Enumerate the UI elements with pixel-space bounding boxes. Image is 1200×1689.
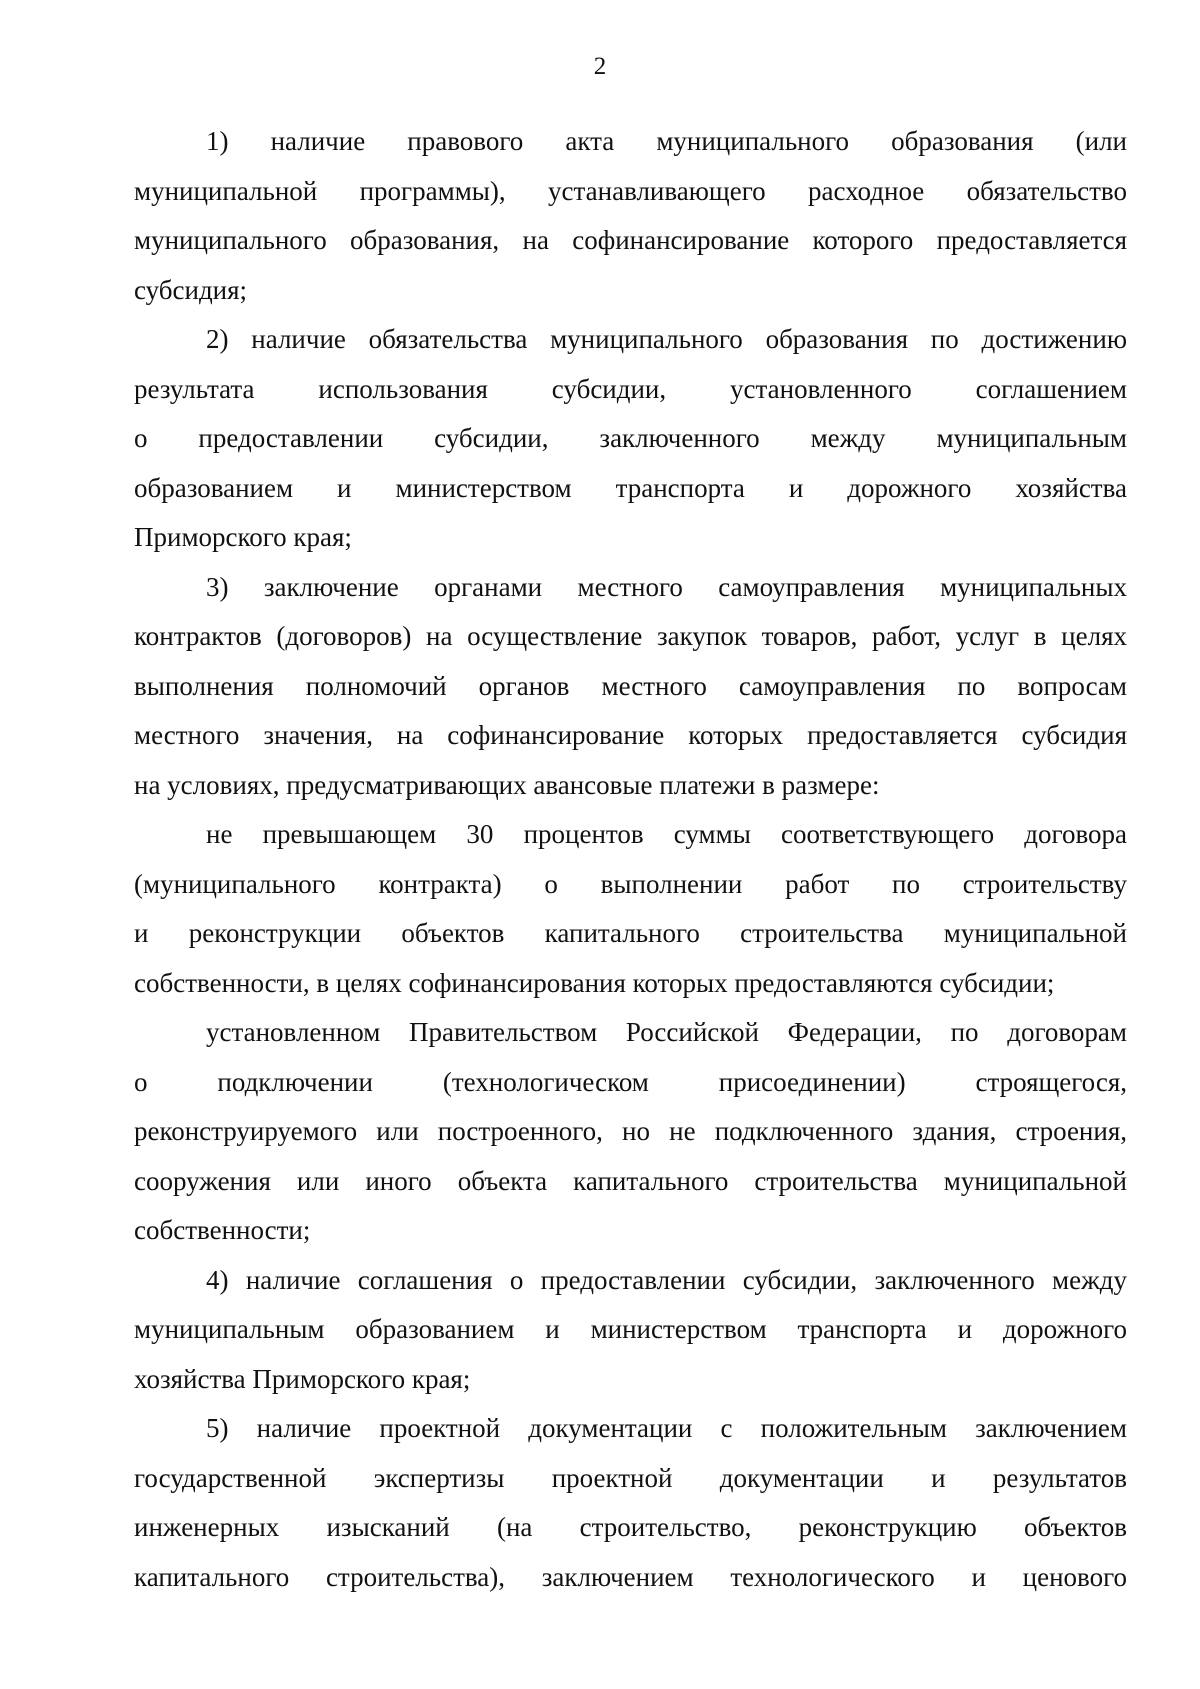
paragraph	[134, 1008, 1127, 1256]
text-line: муниципальным образованием и министерством транспорта и дорожного	[134, 1314, 1127, 1344]
text-line: о подключении (технологическом присоединении) строящегося,	[134, 1066, 1127, 1097]
text-line: и реконструкции объектов капитального строительства муниципальной	[134, 918, 1127, 948]
page-number: 2	[593, 53, 607, 80]
text-line: результата использования субсидии, установленного соглашением	[134, 373, 1127, 404]
text-line: контрактов (договоров) на осуществление закупок товаров, работ, услуг в целях	[134, 621, 1127, 651]
paragraph	[134, 1256, 1127, 1405]
paragraph	[134, 1404, 1127, 1602]
text-line: 2) наличие обязательства муниципального образования по достижению	[206, 324, 1127, 354]
paragraph	[134, 563, 1127, 811]
text-line: выполнения полномочий органов местного самоуправления по вопросам	[134, 670, 1127, 701]
text-line: государственной экспертизы проектной документации и результатов	[134, 1462, 1127, 1493]
paragraph	[134, 117, 1127, 315]
text-line: 1) наличие правового акта муниципального образования (или	[206, 126, 1127, 156]
paragraph	[134, 315, 1127, 563]
text-line: муниципальной программы), устанавливающего расходное обязательство	[134, 175, 1127, 206]
text-line: местного значения, на софинансирование которых предоставляется субсидия	[134, 720, 1127, 750]
text-line: Приморского края;	[134, 522, 352, 552]
text-line: 5) наличие проектной документации с положительным заключением	[206, 1413, 1127, 1443]
text-line: сооружения или иного объекта капитального строительства муниципальной	[134, 1165, 1127, 1196]
text-line: не превышающем 30 процентов суммы соответствующего договора	[206, 819, 1127, 849]
text-line: реконструируемого или построенного, но не подключенного здания, строения,	[134, 1116, 1127, 1146]
text-line: инженерных изысканий (на строительство, реконструкцию объектов	[134, 1512, 1127, 1542]
text-line: субсидия;	[134, 274, 248, 305]
text-line: о предоставлении субсидии, заключенного между муниципальным	[134, 423, 1127, 453]
text-line: собственности;	[134, 1215, 311, 1245]
paragraph	[134, 810, 1127, 1008]
text-line: собственности, в целях софинансирования которых предоставляются субсидии;	[134, 967, 1055, 998]
text-line: 4) наличие соглашения о предоставлении субсидии, заключенного между	[206, 1264, 1127, 1295]
text-line: муниципального образования, на софинансирование которого предоставляется	[134, 225, 1127, 255]
text-line: образованием и министерством транспорта и дорожного хозяйства	[134, 472, 1127, 503]
text-line: 3) заключение органами местного самоуправления муниципальных	[206, 571, 1127, 602]
text-line: на условиях, предусматривающих авансовые платежи в размере:	[134, 769, 880, 800]
text-line: (муниципального контракта) о выполнении работ по строительству	[134, 868, 1127, 899]
text-line: хозяйства Приморского края;	[134, 1363, 471, 1394]
document-body	[134, 117, 1127, 1602]
text-line: установленном Правительством Российской Федерации, по договорам	[206, 1017, 1127, 1047]
text-line: капитального строительства), заключением технологического и ценового	[134, 1561, 1127, 1592]
